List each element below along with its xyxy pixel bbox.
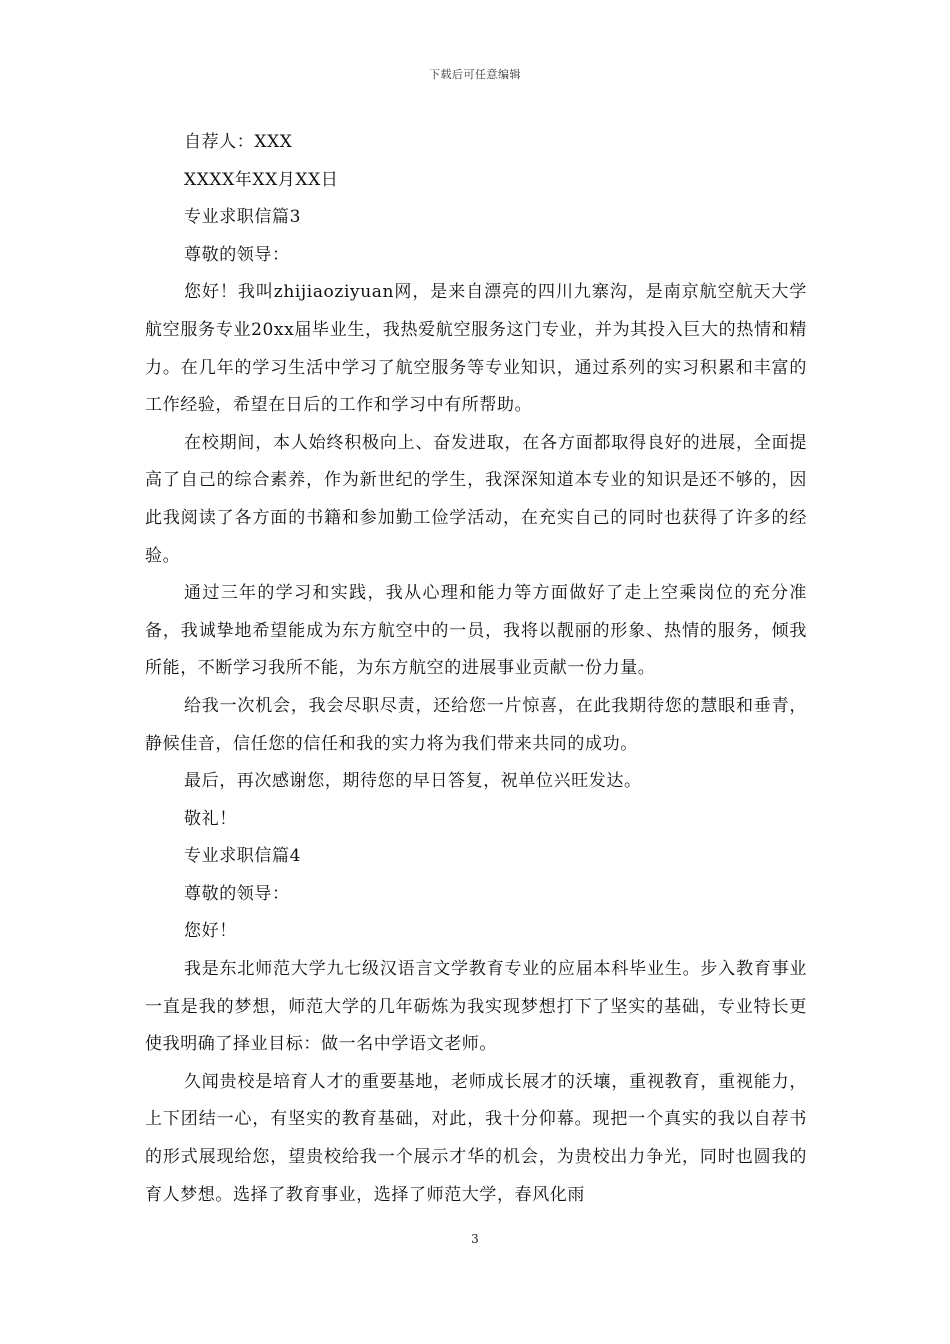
section3-greeting: 尊敬的领导： xyxy=(184,244,290,265)
section3-paragraph: 给我一次机会，我会尽职尽责，还给您一片惊喜，在此我期待您的慧眼和垂青，静候佳音，信任您的信任和我的实力将为我们带来共同的成功。 xyxy=(145,695,807,754)
section3-closing: 最后，再次感谢您，期待您的早日答复，祝单位兴旺发达。 xyxy=(184,771,642,792)
date-line: XXXX年XX月XX日 xyxy=(184,169,339,190)
section4-hello: 您好！ xyxy=(184,921,237,942)
section3-title: 专业求职信篇3 xyxy=(184,207,302,228)
section4-paragraph: 久闻贵校是培育人才的重要基地，老师成长展才的沃壤，重视教育，重视能力，上下团结一心，有坚实的教育基础，对此，我十分仰幕。现把一个真实的我以自荐书的形式展现给您，望贵校给我一个展示才华的机会，为贵校出力争光，同时也圆我的育人梦想。选择了教育事业，选择了师范大学，春风化雨 xyxy=(145,1071,807,1205)
section4-paragraph: 我是东北师范大学九七级汉语言文学教育专业的应届本科毕业生。步入教育事业一直是我的梦想，师范大学的几年砺炼为我实现梦想打下了坚实的基础，专业特长更使我明确了择业目标：做一名中学语文老师。 xyxy=(145,959,807,1055)
page-number: 3 xyxy=(471,1232,479,1246)
section3-paragraph: 在校期间，本人始终积极向上、奋发进取，在各方面都取得良好的进展，全面提高了自己的综合素养，作为新世纪的学生，我深深知道本专业的知识是还不够的，因此我阅读了各方面的书籍和参加勤工俭学活动，在充实自己的同时也获得了许多的经验。 xyxy=(145,432,807,566)
section4-title: 专业求职信篇4 xyxy=(184,846,302,867)
page-header-note: 下载后可任意编辑 xyxy=(429,68,521,81)
section3-salute: 敬礼！ xyxy=(184,808,237,829)
section3-paragraph: 您好！我叫zhijiaoziyuan网，是来自漂亮的四川九寨沟，是南京航空航天大学航空服务专业20xx届毕业生，我热爱航空服务这门专业，并为其投入巨大的热情和精力。在几年的学习生活中学习了航空服务等专业知识，通过系列的实习积累和丰富的工作经验，希望在日后的工作和学习中有所帮助。 xyxy=(145,282,807,416)
section3-paragraph: 通过三年的学习和实践，我从心理和能力等方面做好了走上空乘岗位的充分准备，我诚挚地希望能成为东方航空中的一员，我将以靓丽的形象、热情的服务，倾我所能，不断学习我所不能，为东方航空的进展事业贡献一份力量。 xyxy=(145,583,807,679)
section4-greeting: 尊敬的领导： xyxy=(184,883,290,904)
recommender-line: 自荐人：XXX xyxy=(184,132,293,152)
document-body xyxy=(145,124,807,1214)
